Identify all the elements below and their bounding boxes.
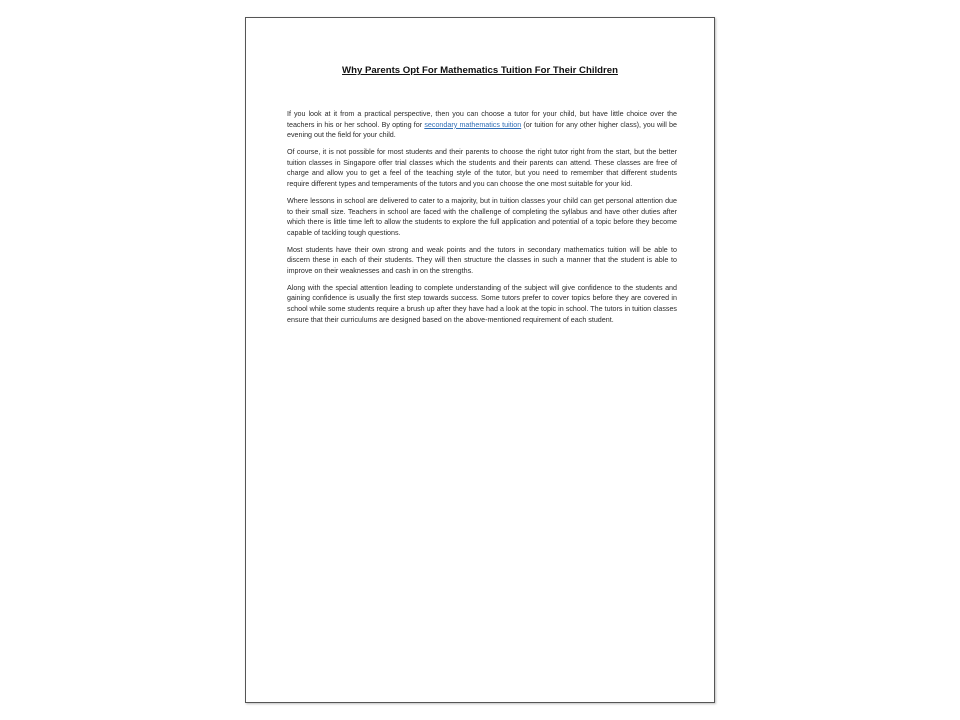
paragraph-5: Along with the special attention leading to complete understanding of the subject will give confidence to the students and gaining confidence is usually the first step towards success. Some tutors prefer to cover topics before they are covered in school while some students require a brush up after they have had a look at the topic in school. The tutors in tuition classes ensure that their curriculums are designed based on the above-mentioned requirement of each student. bbox=[287, 283, 677, 324]
paragraph-1 bbox=[287, 109, 677, 141]
paragraph-3: Where lessons in school are delivered to cater to a majority, but in tuition classes your child can get personal attention due to their small size. Teachers in school are faced with the challenge of completing the syllabus and have other duties after which there is little time left to allow the students to explore the full application and potential of a topic before they become capable of tackling tough questions. bbox=[287, 196, 677, 237]
secondary-mathematics-tuition-link[interactable]: secondary mathematics tuition bbox=[424, 120, 522, 129]
document-title: Why Parents Opt For Mathematics Tuition For Their Children bbox=[342, 65, 618, 76]
document-body bbox=[287, 109, 677, 332]
paragraph-4: Most students have their own strong and weak points and the tutors in secondary mathematics tuition will be able to discern these in each of their students. They will then structure the classes in such a manner that the student is able to improve on their weaknesses and cash in on the strengths. bbox=[287, 245, 677, 275]
paragraph-1-text-after: (or tuition for any other higher class), you will be evening out the field for your child. bbox=[287, 120, 677, 140]
paragraph-1-text-before: If you look at it from a practical perspective, then you can choose a tutor for your child, but have little choice over the teachers in his or her school. By opting for bbox=[287, 110, 677, 129]
document-page bbox=[245, 17, 715, 703]
paragraph-2: Of course, it is not possible for most students and their parents to choose the right tutor right from the start, but the better tuition classes in Singapore offer trial classes which the students and their parents can attend. These classes are free of charge and allow you to get a feel of the teaching style of the tutor, but you need to remember that different students require different types and temperaments of the tutors and you can choose the one most suitable for your kid. bbox=[287, 148, 677, 188]
